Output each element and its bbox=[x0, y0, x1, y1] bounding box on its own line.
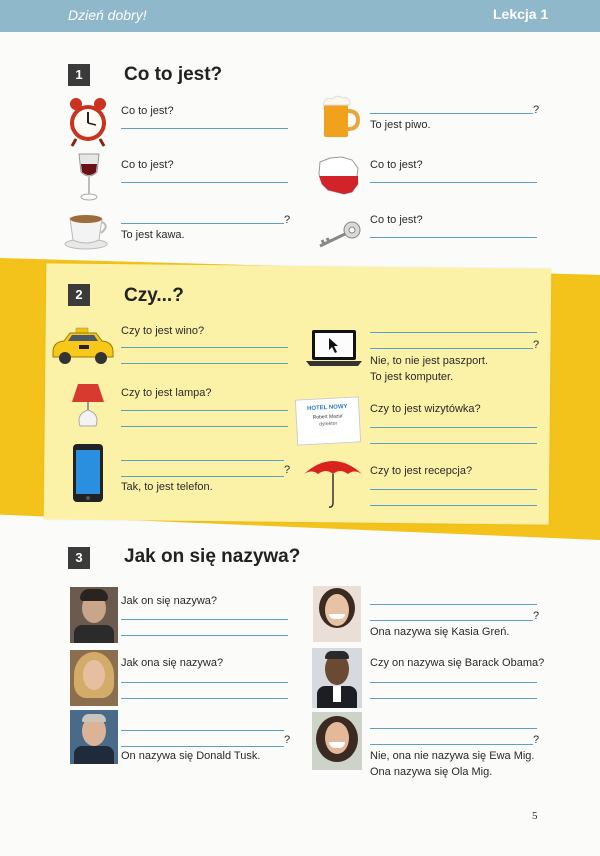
question-text: Czy to jest recepcja? bbox=[370, 465, 473, 477]
alarm-clock-icon bbox=[68, 96, 108, 148]
answer-line[interactable] bbox=[121, 410, 288, 411]
answer-line[interactable] bbox=[121, 426, 288, 427]
question-text: Jak ona się nazywa? bbox=[121, 657, 224, 669]
answer-text: Nie, ona nie nazywa się Ewa Mig. bbox=[370, 750, 535, 762]
exercise-title: Czy...? bbox=[124, 285, 184, 306]
answer-line[interactable] bbox=[370, 237, 537, 238]
exercise-title: Co to jest? bbox=[124, 64, 223, 85]
woman-photo-2 bbox=[313, 586, 361, 642]
question-mark: ? bbox=[284, 734, 291, 746]
question-mark: ? bbox=[284, 214, 291, 226]
answer-line[interactable] bbox=[121, 182, 288, 183]
answer-line[interactable] bbox=[121, 746, 284, 747]
answer-line[interactable] bbox=[370, 427, 537, 428]
wine-glass-icon bbox=[76, 150, 102, 202]
laptop-icon bbox=[306, 328, 362, 368]
answer-line[interactable] bbox=[121, 476, 284, 477]
header-bar bbox=[0, 0, 600, 32]
question-mark: ? bbox=[533, 734, 540, 746]
answer-line[interactable] bbox=[121, 347, 288, 348]
man-photo-2 bbox=[70, 710, 118, 764]
answer-line[interactable] bbox=[121, 363, 288, 364]
answer-line[interactable] bbox=[121, 223, 284, 224]
man-photo-1 bbox=[70, 587, 118, 643]
question-text: Jak on się nazywa? bbox=[121, 595, 217, 607]
card-name: Robert Mazur bbox=[312, 413, 344, 421]
answer-line[interactable] bbox=[121, 682, 288, 683]
answer-line[interactable] bbox=[121, 698, 288, 699]
answer-text: Tak, to jest telefon. bbox=[121, 481, 213, 493]
answer-line[interactable] bbox=[370, 604, 537, 605]
answer-line[interactable] bbox=[370, 489, 537, 490]
answer-line[interactable] bbox=[370, 728, 537, 729]
question-mark: ? bbox=[533, 339, 540, 351]
umbrella-icon bbox=[302, 452, 364, 510]
answer-line[interactable] bbox=[370, 348, 533, 349]
answer-text: Ona nazywa się Ola Mig. bbox=[370, 766, 493, 778]
answer-text: Ona nazywa się Kasia Greń. bbox=[370, 626, 510, 638]
answer-text: To jest kawa. bbox=[121, 229, 185, 241]
woman-photo-1 bbox=[70, 650, 118, 706]
answer-line[interactable] bbox=[370, 682, 537, 683]
answer-line[interactable] bbox=[370, 443, 537, 444]
poland-map-icon bbox=[316, 154, 362, 198]
lesson-label: Lekcja 1 bbox=[493, 6, 549, 22]
page-number: 5 bbox=[532, 810, 538, 822]
answer-line[interactable] bbox=[121, 619, 288, 620]
business-card-icon bbox=[295, 396, 361, 445]
taxi-icon bbox=[50, 326, 116, 366]
answer-line[interactable] bbox=[370, 505, 537, 506]
card-hotel: HOTEL NOWY bbox=[306, 403, 348, 413]
answer-line[interactable] bbox=[121, 635, 288, 636]
lamp-icon bbox=[70, 382, 106, 430]
question-text: Czy to jest wino? bbox=[121, 325, 205, 337]
answer-text: Nie, to nie jest paszport. bbox=[370, 355, 489, 367]
question-text: Czy to jest wizytówka? bbox=[370, 403, 481, 415]
woman-photo-3 bbox=[312, 712, 362, 770]
answer-line[interactable] bbox=[370, 698, 537, 699]
exercise-number: 1 bbox=[68, 64, 90, 86]
question-text: Czy to jest lampa? bbox=[121, 387, 212, 399]
answer-line[interactable] bbox=[370, 332, 537, 333]
question-text: Czy on nazywa się Barack Obama? bbox=[370, 657, 545, 669]
answer-line[interactable] bbox=[370, 113, 533, 114]
answer-line[interactable] bbox=[121, 730, 284, 731]
key-icon bbox=[314, 220, 362, 250]
question-text: Co to jest? bbox=[121, 159, 174, 171]
answer-line[interactable] bbox=[370, 744, 533, 745]
coffee-cup-icon bbox=[64, 208, 112, 250]
question-mark: ? bbox=[533, 104, 540, 116]
exercise-paper bbox=[44, 263, 552, 524]
answer-line[interactable] bbox=[370, 182, 537, 183]
exercise-number: 2 bbox=[68, 284, 90, 306]
card-role: dyrektor bbox=[318, 420, 338, 428]
man-photo-3 bbox=[312, 648, 362, 708]
exercise-number: 3 bbox=[68, 547, 90, 569]
answer-line[interactable] bbox=[121, 460, 284, 461]
answer-line[interactable] bbox=[121, 128, 288, 129]
question-mark: ? bbox=[284, 464, 291, 476]
phone-icon bbox=[72, 443, 104, 503]
answer-text: To jest piwo. bbox=[370, 119, 431, 131]
question-mark: ? bbox=[533, 610, 540, 622]
header-greeting: Dzień dobry! bbox=[68, 7, 147, 23]
answer-line[interactable] bbox=[370, 620, 533, 621]
question-text: Co to jest? bbox=[370, 159, 423, 171]
exercise-title: Jak on się nazywa? bbox=[124, 546, 301, 567]
question-text: Co to jest? bbox=[121, 105, 174, 117]
answer-text: To jest komputer. bbox=[370, 371, 454, 383]
question-text: Co to jest? bbox=[370, 214, 423, 226]
answer-text: On nazywa się Donald Tusk. bbox=[121, 750, 261, 762]
beer-mug-icon bbox=[320, 94, 360, 140]
